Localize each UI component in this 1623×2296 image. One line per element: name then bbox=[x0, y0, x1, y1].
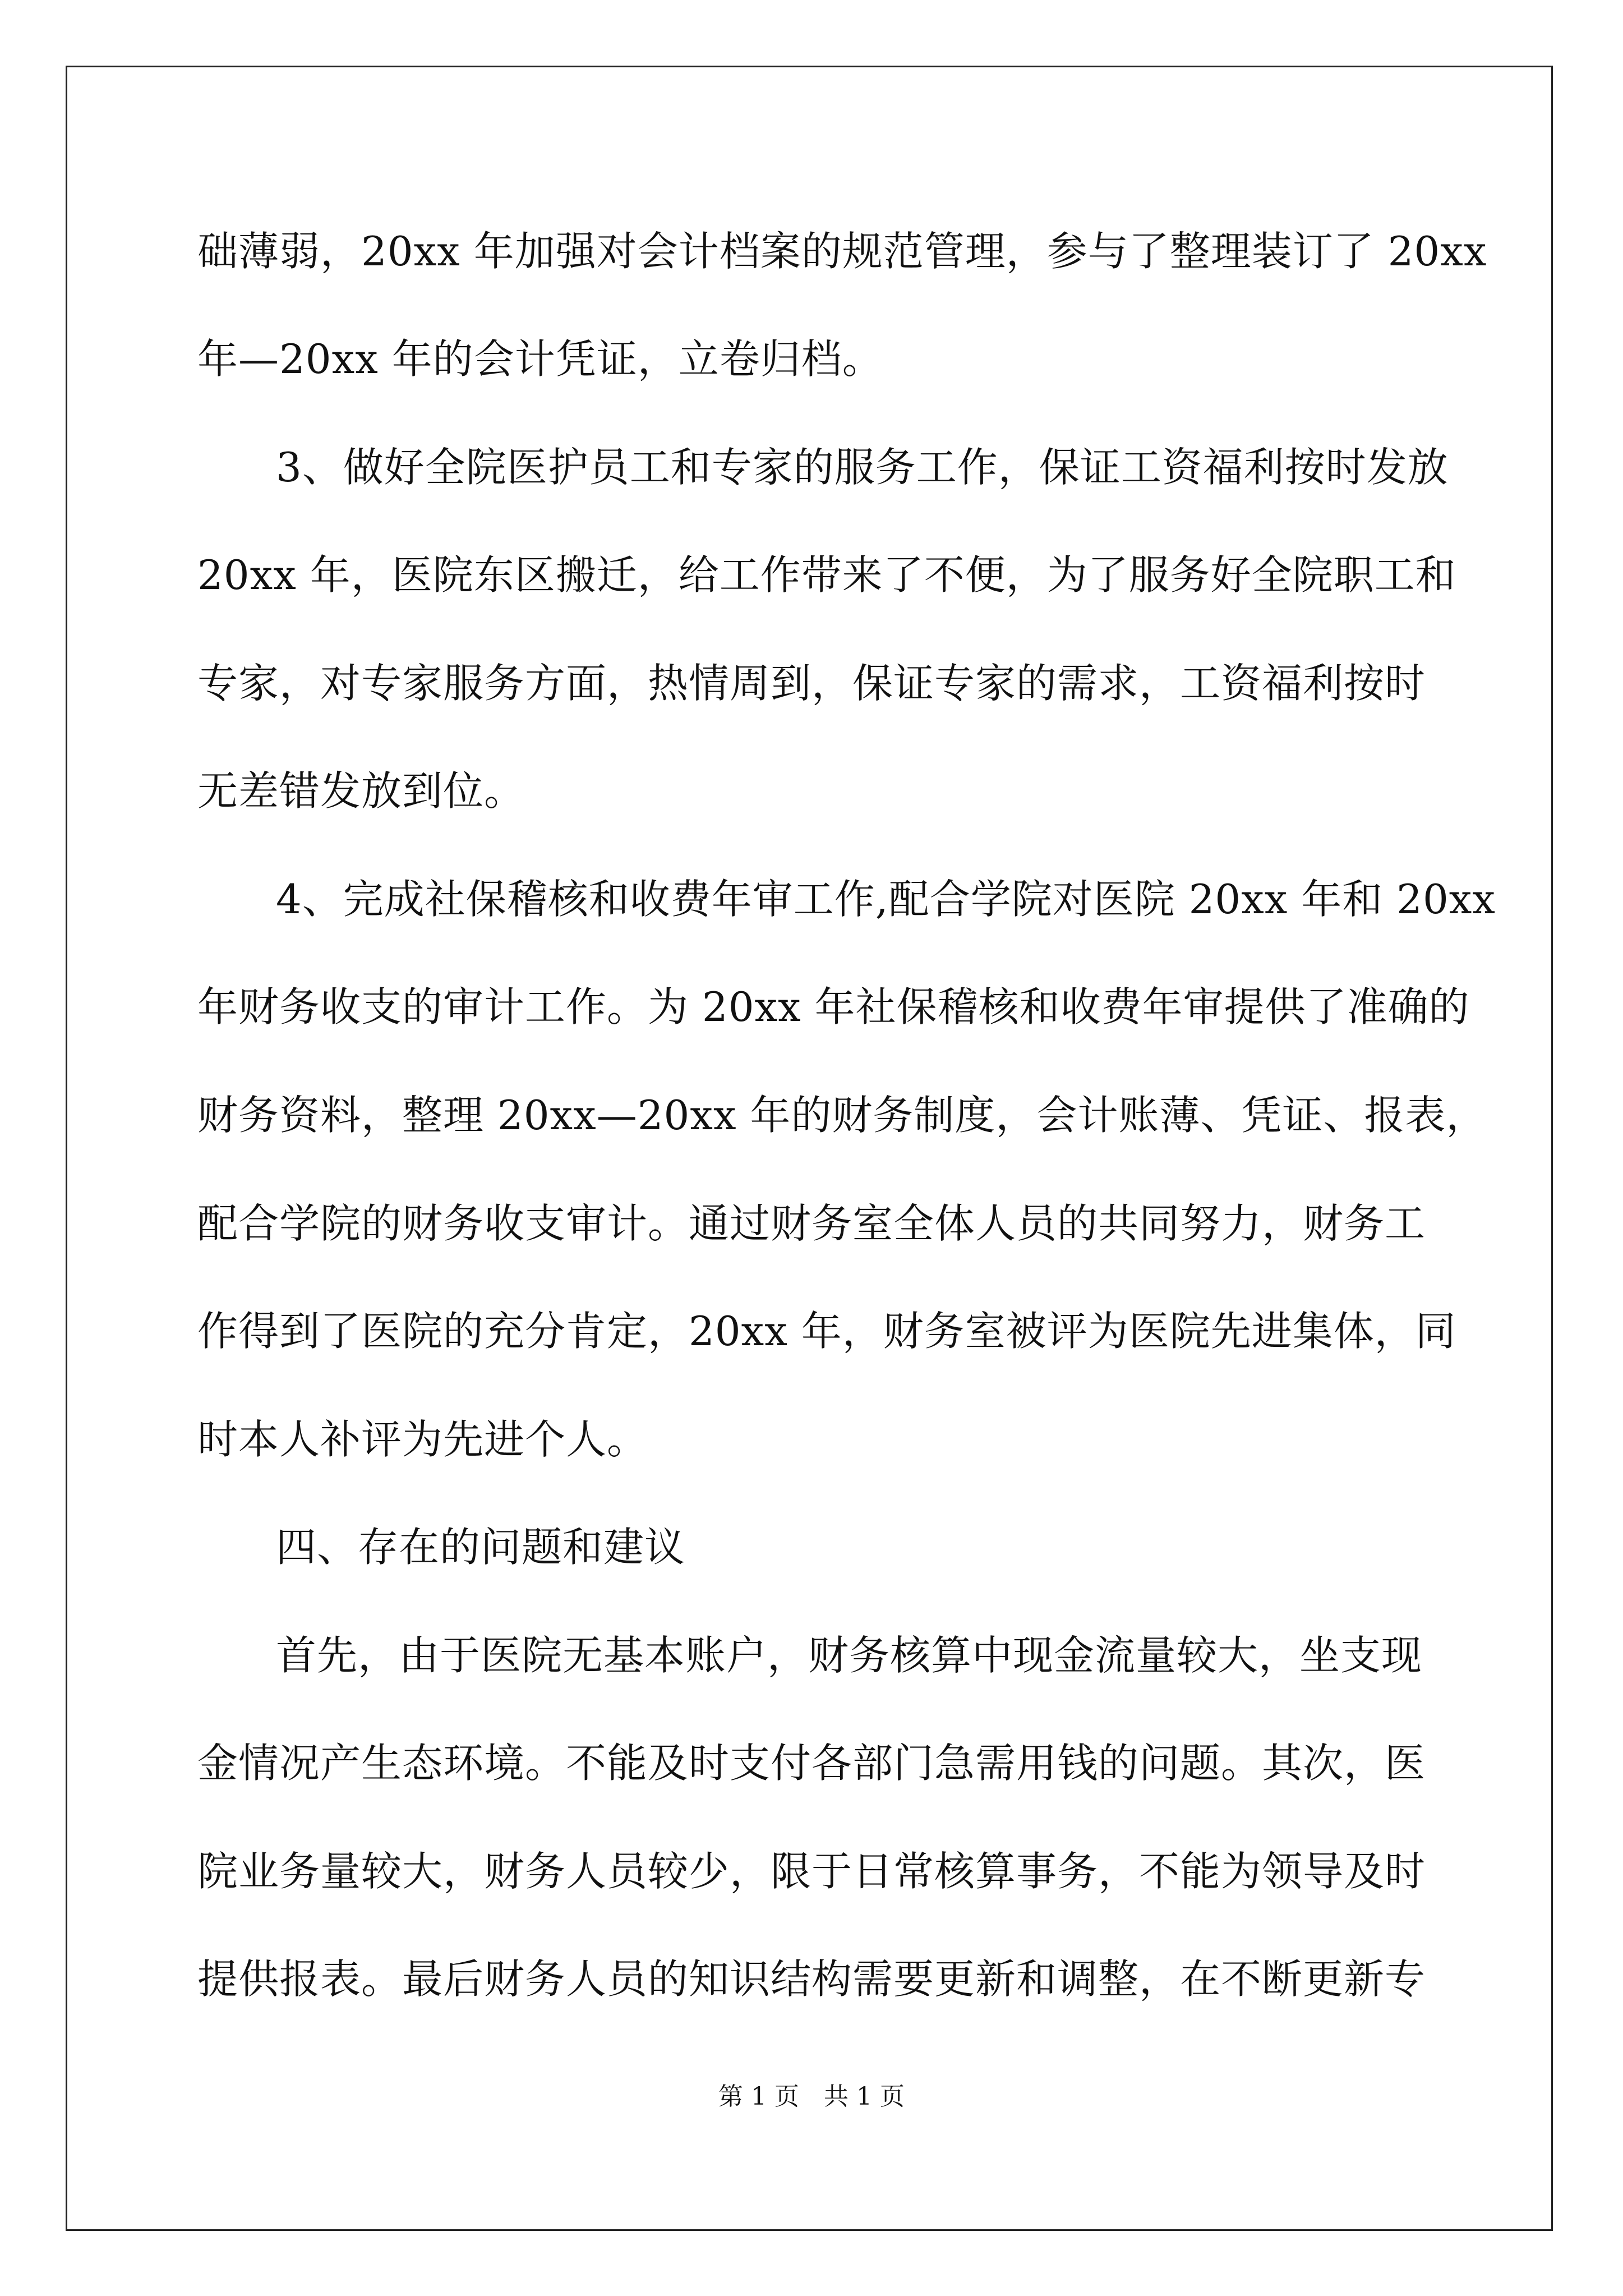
paragraph-line: 院业务量较大，财务人员较少，限于日常核算事务，不能为领导及时 bbox=[197, 1848, 1426, 1895]
paragraph-line: 础薄弱，20xx 年加强对会计档案的规范管理，参与了整理装订了 20xx bbox=[197, 228, 1487, 275]
paragraph-line: 作得到了医院的充分肯定，20xx 年，财务室被评为医院先进集体，同 bbox=[197, 1308, 1456, 1355]
paragraph-line: 无差错发放到位。 bbox=[197, 767, 525, 815]
paragraph-line: 财务资料，整理 20xx—20xx 年的财务制度，会计账薄、凭证、报表， bbox=[197, 1092, 1487, 1139]
paragraph-line: 20xx 年，医院东区搬迁，给工作带来了不便，为了服务好全院职工和 bbox=[197, 551, 1456, 599]
paragraph-line: 时本人补评为先进个人。 bbox=[197, 1416, 648, 1463]
paragraph-line: 年财务收支的审计工作。为 20xx 年社保稽核和收费年审提供了准确的 bbox=[197, 983, 1470, 1030]
page-border bbox=[66, 66, 1553, 2231]
paragraph-line: 提供报表。最后财务人员的知识结构需要更新和调整，在不断更新专 bbox=[197, 1955, 1426, 2003]
paragraph-line: 3、做好全院医护员工和专家的服务工作，保证工资福利按时发放 bbox=[276, 444, 1449, 491]
paragraph-line: 专家，对专家服务方面，热情周到，保证专家的需求，工资福利按时 bbox=[197, 660, 1426, 707]
paragraph-line: 配合学院的财务收支审计。通过财务室全体人员的共同努力，财务工 bbox=[197, 1200, 1426, 1247]
paragraph-line: 年—20xx 年的会计凭证，立卷归档。 bbox=[197, 335, 883, 383]
paragraph-line: 首先，由于医院无基本账户，财务核算中现金流量较大，坐支现 bbox=[276, 1632, 1423, 1679]
section-heading: 四、存在的问题和建议 bbox=[276, 1524, 686, 1571]
paragraph-line: 金情况产生态环境。不能及时支付各部门急需用钱的问题。其次，医 bbox=[197, 1740, 1426, 1787]
paragraph-line: 4、完成社保稽核和收费年审工作,配合学院对医院 20xx 年和 20xx bbox=[276, 876, 1496, 923]
page-number-footer: 第 1 页 共 1 页 bbox=[718, 2082, 905, 2111]
